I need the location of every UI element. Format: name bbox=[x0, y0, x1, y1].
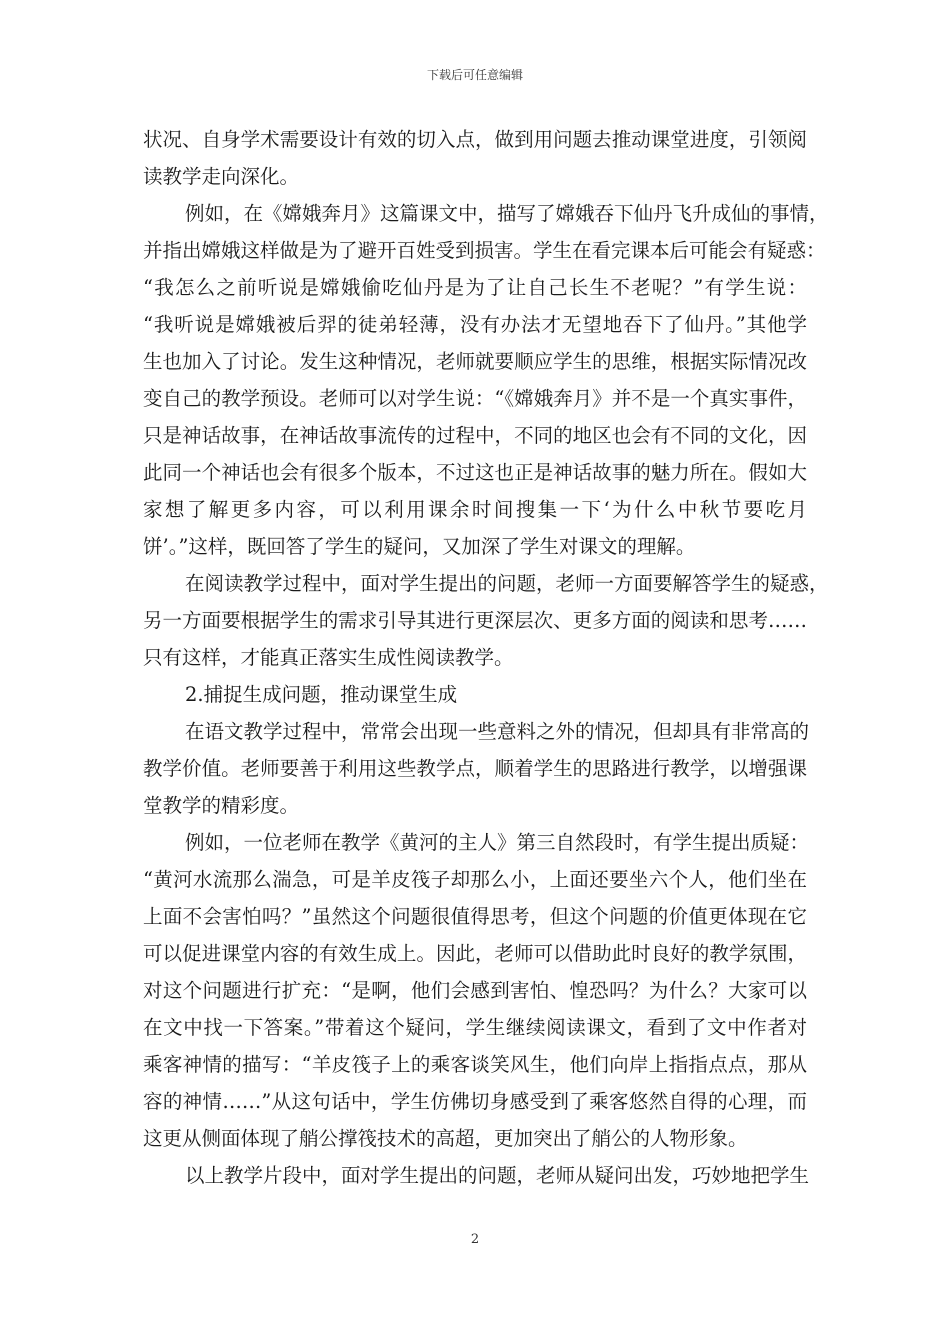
text-line: 并指出嫦娥这样做是为了避开百姓受到损害。学生在看完课本后可能会有疑惑： bbox=[143, 239, 826, 262]
text-line: 以上教学片段中，面对学生提出的问题，老师从疑问出发，巧妙地把学生 bbox=[185, 1164, 810, 1187]
text-line: 容的神情……”从这句话中，学生仿佛切身感受到了乘客悠然自得的心理，而 bbox=[143, 1090, 807, 1113]
text-line: 只有这样，才能真正落实生成性阅读教学。 bbox=[143, 646, 514, 669]
text-line: 饼’。”这样，既回答了学生的疑问，又加深了学生对课文的理解。 bbox=[143, 535, 696, 558]
text-line: 对这个问题进行扩充：“是啊，他们会感到害怕、惶恐吗？为什么？大家可以 bbox=[143, 979, 807, 1002]
text-line: “我听说是嫦娥被后羿的徒弟轻薄，没有办法才无望地吞下了仙丹。”其他学 bbox=[143, 313, 807, 336]
document-body bbox=[143, 121, 829, 1194]
text-line: 状况、自身学术需要设计有效的切入点，做到用问题去推动课堂进度，引领阅 bbox=[143, 128, 807, 151]
page-header: 下载后可任意编辑 bbox=[426, 68, 523, 82]
text-line: 另一方面要根据学生的需求引导其进行更深层次、更多方面的阅读和思考…… bbox=[143, 609, 807, 632]
text-line: 在阅读教学过程中，面对学生提出的问题，老师一方面要解答学生的疑惑， bbox=[185, 572, 829, 595]
paragraph bbox=[143, 676, 807, 713]
text-line: 例如，在《嫦娥奔月》这篇课文中，描写了嫦娥吞下仙丹飞升成仙的事情， bbox=[185, 202, 829, 225]
text-line: 教学价值。老师要善于利用这些教学点，顺着学生的思路进行教学，以增强课 bbox=[143, 757, 807, 780]
text-line: 读教学走向深化。 bbox=[143, 165, 300, 188]
text-line: 在文中找一下答案。”带着这个疑问，学生继续阅读课文，看到了文中作者对 bbox=[143, 1016, 807, 1039]
text-line: 生也加入了讨论。发生这种情况，老师就要顺应学生的思维，根据实际情况改 bbox=[143, 350, 807, 373]
text-line: “我怎么之前听说是嫦娥偷吃仙丹是为了让自己长生不老呢？”有学生说： bbox=[143, 276, 807, 299]
text-line: 可以促进课堂内容的有效生成上。因此，老师可以借助此时良好的教学氛围， bbox=[143, 942, 807, 965]
text-line: 例如，一位老师在教学《黄河的主人》第三自然段时，有学生提出质疑： bbox=[185, 831, 810, 854]
text-line: 这更从侧面体现了艄公撑筏技术的高超，更加突出了艄公的人物形象。 bbox=[143, 1127, 748, 1150]
paragraph bbox=[143, 121, 807, 195]
paragraph bbox=[143, 824, 810, 1157]
text-line: 2.捕捉生成问题，推动课堂生成 bbox=[185, 683, 458, 706]
text-line: 在语文教学过程中，常常会出现一些意料之外的情况，但却具有非常高的 bbox=[185, 720, 810, 743]
text-line: 上面不会害怕吗？”虽然这个问题很值得思考，但这个问题的价值更体现在它 bbox=[143, 905, 807, 928]
paragraph bbox=[143, 713, 810, 824]
text-line: 变自己的教学预设。老师可以对学生说：“《嫦娥奔月》并不是一个真实事件， bbox=[143, 387, 807, 410]
paragraph bbox=[143, 565, 829, 676]
paragraph bbox=[143, 195, 829, 565]
text-line: 乘客神情的描写：“羊皮筏子上的乘客谈笑风生，他们向岸上指指点点，那从 bbox=[143, 1053, 807, 1076]
text-line: 只是神话故事，在神话故事流传的过程中，不同的地区也会有不同的文化，因 bbox=[143, 424, 807, 447]
text-line: 家想了解更多内容，可以利用课余时间搜集一下‘为什么中秋节要吃月 bbox=[143, 498, 807, 521]
text-line: 堂教学的精彩度。 bbox=[143, 794, 300, 817]
paragraph bbox=[143, 1157, 810, 1194]
text-line: 此同一个神话也会有很多个版本，不过这也正是神话故事的魅力所在。假如大 bbox=[143, 461, 807, 484]
page-number: 2 bbox=[470, 1232, 480, 1247]
text-line: “黄河水流那么湍急，可是羊皮筏子却那么小，上面还要坐六个人，他们坐在 bbox=[143, 868, 807, 891]
